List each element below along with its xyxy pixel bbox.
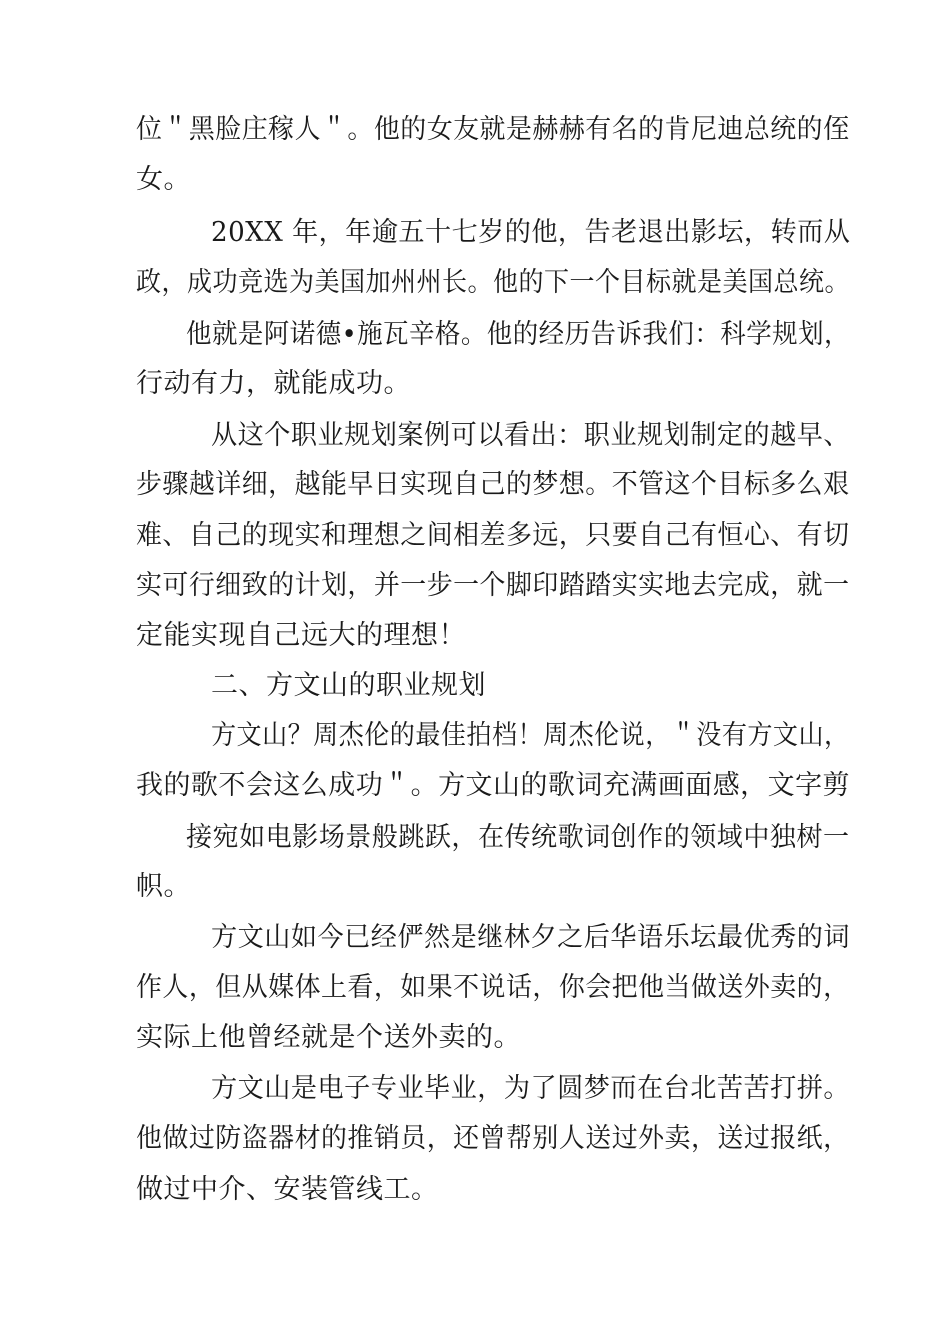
text-line: 步骤越详细，越能早日实现自己的梦想。不管这个目标多么艰 [136,469,850,500]
text-line: 帜。 [136,871,191,902]
text-line: 难、自己的现实和理想之间相差多远，只要自己有恒心、有切 [136,520,850,551]
text-line: 他做过防盗器材的推销员，还曾帮别人送过外卖，送过报纸， [136,1123,850,1154]
text-line: 实可行细致的计划，并一步一个脚印踏踏实实地去完成，就一 [136,570,850,601]
text-line: 定能实现自己远大的理想！ [136,620,466,651]
text-line: 他就是阿诺德•施瓦辛格。他的经历告诉我们：科学规划， [186,319,850,350]
text-line: 我的歌不会这么成功＂。方文山的歌词充满画面感，文字剪 [136,770,850,801]
text-line: 从这个职业规划案例可以看出：职业规划制定的越早、 [211,420,851,451]
text-line: 女。 [136,164,191,195]
text-line: 20XX 年，年逾五十七岁的他，告老退出影坛，转而从 [211,217,851,248]
text-line: 实际上他曾经就是个送外卖的。 [136,1022,521,1053]
text-line: 接宛如电影场景般跳跃，在传统歌词创作的领域中独树一 [186,822,850,853]
text-line: 方文山如今已经俨然是继林夕之后华语乐坛最优秀的词 [211,922,851,953]
text-line: 作人，但从媒体上看，如果不说话，你会把他当做送外卖的， [136,972,850,1003]
text-line: 政，成功竞选为美国加州州长。他的下一个目标就是美国总统。 [136,267,851,298]
text-line: 做过中介、安装管线工。 [136,1174,439,1205]
text-line: 行动有力，就能成功。 [136,368,411,399]
text-line: 位＂黑脸庄稼人＂。他的女友就是赫赫有名的肯尼迪总统的侄 [136,114,850,145]
section-heading: 二、方文山的职业规划 [211,670,486,701]
text-line: 方文山？周杰伦的最佳拍档！周杰伦说，＂没有方文山， [211,720,850,751]
text-line: 方文山是电子专业毕业，为了圆梦而在台北苦苦打拼。 [211,1073,851,1104]
